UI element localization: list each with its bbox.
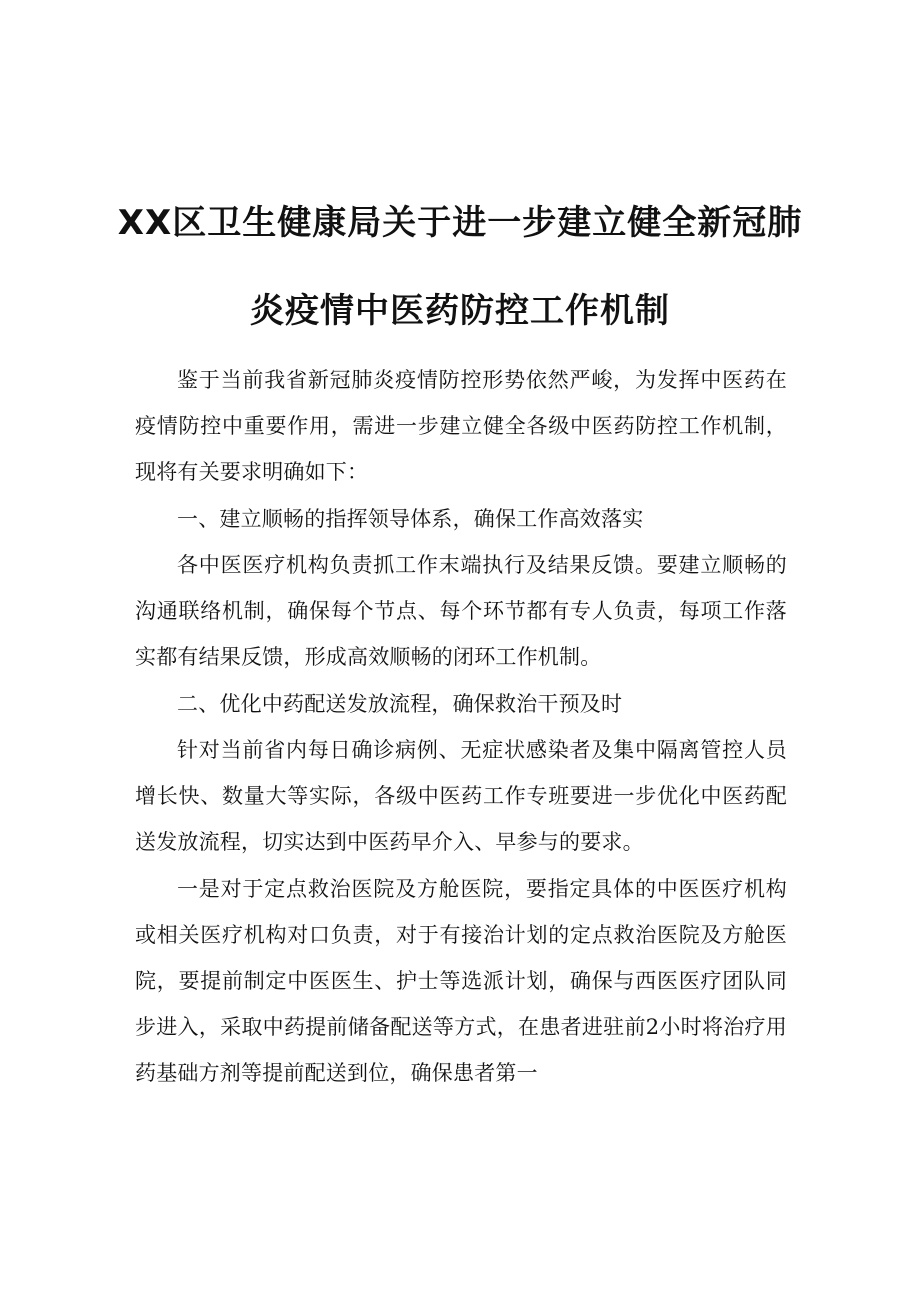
document-title-line-1: XX区卫生健康局关于进一步建立健全新冠肺 [117, 202, 803, 243]
section-2-paragraph: 针对当前省内每日确诊病例、无症状感染者及集中隔离管控人员增长快、数量大等实际，各级中医药工作专班要进一步优化中医药配送发放流程，切实达到中医药早介入、早参与的要求。 [135, 738, 787, 854]
section-2-heading: 二、优化中药配送发放流程，确保救治干预及时 [177, 692, 623, 716]
intro-paragraph: 鉴于当前我省新冠肺炎疫情防控形势依然严峻，为发挥中医药在疫情防控中重要作用，需进一步建立健全各级中医药防控工作机制，现将有关要求明确如下： [135, 368, 787, 484]
section-1-heading: 一、建立顺畅的指挥领导体系，确保工作高效落实 [177, 507, 644, 531]
section-2-point-1-paragraph: 一是对于定点救治医院及方舱医院，要指定具体的中医医疗机构或相关医疗机构对口负责，对于有接治计划的定点救治医院及方舱医院，要提前制定中医医生、护士等选派计划，确保与西医医疗团队同步进入，采取中药提前储备配送等方式，在患者进驻前2小时将治疗用药基础方剂等提前配送到位，确保患者第一 [135, 877, 787, 1085]
section-1-paragraph: 各中医医疗机构负责抓工作末端执行及结果反馈。要建立顺畅的沟通联络机制，确保每个节点、每个环节都有专人负责，每项工作落实都有结果反馈，形成高效顺畅的闭环工作机制。 [135, 553, 787, 669]
document-title-line-2: 炎疫情中医药防控工作机制 [250, 290, 670, 331]
